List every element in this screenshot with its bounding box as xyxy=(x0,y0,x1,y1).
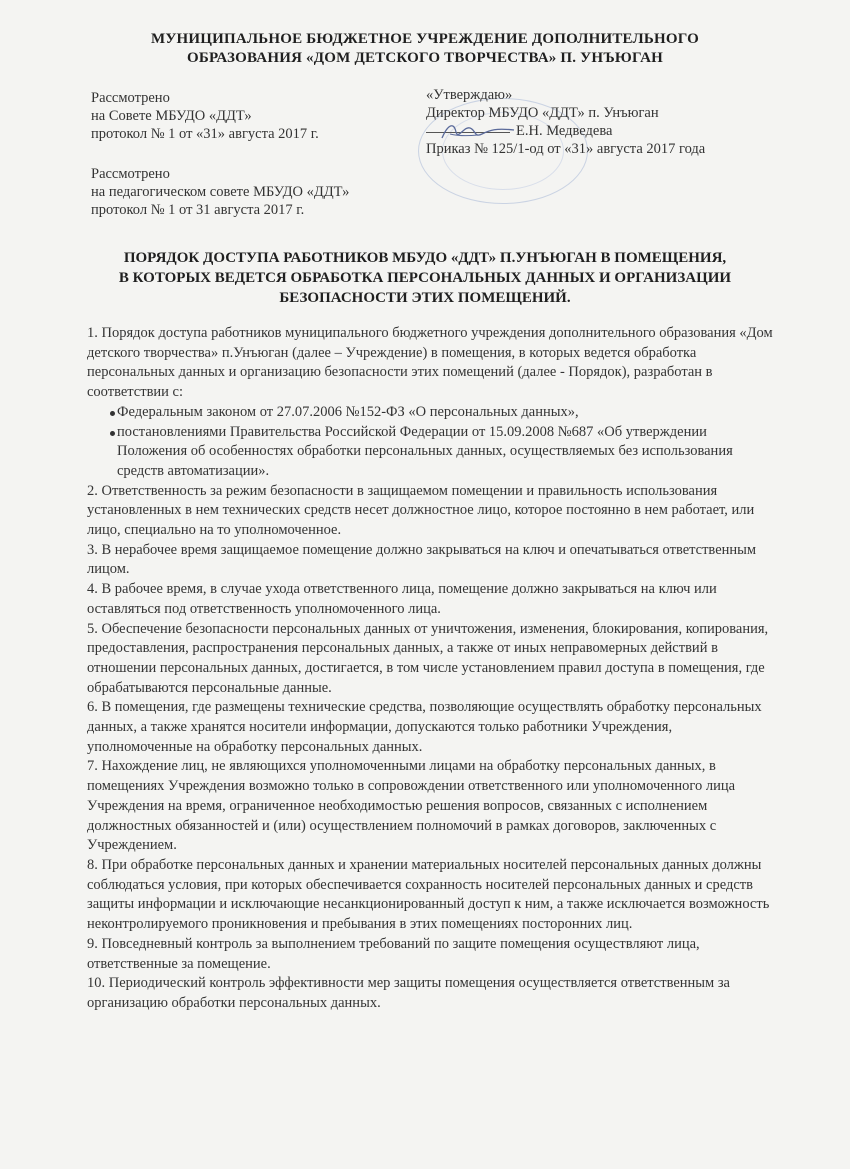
handwritten-signature xyxy=(438,118,518,144)
paragraph-8: 8. При обработке персональных данных и хранении материальных носителей персональных данных должны соблюдаться условия, при которых обеспечивается сохранность носителей персональных данных и средств защиты информации и исключающие несанкционированный доступ к ним, а также исключается возможность неконтролируемого проникновения и пребывания в этих помещениях посторонних лиц. xyxy=(87,856,770,933)
approve-label: «Утверждаю» xyxy=(426,87,513,103)
title-line-3: БЕЗОПАСНОСТИ ЭТИХ ПОМЕЩЕНИЙ. xyxy=(279,290,571,306)
title-line-1: ПОРЯДОК ДОСТУПА РАБОТНИКОВ МБУДО «ДДТ» П.УНЪЮГАН В ПОМЕЩЕНИЯ, xyxy=(123,250,727,266)
list-item-text: постановлениями Правительства Российской Федерации от 15.09.2008 №687 «Об утверждении Положения об особенностях обработки персональных данных, осуществляемых без использования средств автоматизации». xyxy=(117,423,733,479)
paragraph-6: 6. В помещения, где размещены технические средства, позволяющие осуществлять обработку персональных данных, а также хранятся носители информации, допускаются только работники Учреждения, уполномоченные на обработку персональных данных. xyxy=(87,699,762,755)
bullet-icon xyxy=(110,411,115,416)
list-item xyxy=(87,423,777,482)
legal-basis-list xyxy=(87,403,777,482)
director-title: Директор МБУДО «ДДТ» п. Унъюган xyxy=(426,105,659,121)
council-body: на Совете МБУДО «ДДТ» xyxy=(91,108,252,124)
list-item-text: Федеральным законом от 27.07.2006 №152-ФЗ «О персональных данных», xyxy=(117,403,579,420)
paragraph-10: 10. Периодический контроль эффективности мер защиты помещения осуществляется ответственным за организацию обработки персональных данных. xyxy=(87,975,730,1011)
pedagogical-protocol: протокол № 1 от 31 августа 2017 г. xyxy=(91,202,305,218)
paragraph-2: 2. Ответственность за режим безопасности в защищаемом помещении и правильность использования установленных в нем технических средств несет должностное лицо, которое постоянно в нем работает, или лицо, специально на то уполномоченное. xyxy=(87,482,755,539)
director-order: Приказ № 125/1-од от «31» августа 2017 года xyxy=(426,141,706,157)
organization-header xyxy=(60,30,790,68)
council-protocol: протокол № 1 от «31» августа 2017 г. xyxy=(91,126,319,142)
council-label: Рассмотрено xyxy=(91,90,170,106)
director-name: Е.Н. Медведева xyxy=(516,123,613,139)
org-line-2: ОБРАЗОВАНИЯ «ДОМ ДЕТСКОГО ТВОРЧЕСТВА» П. УНЪЮГАН xyxy=(186,50,664,66)
paragraph-5: 5. Обеспечение безопасности персональных данных от уничтожения, изменения, блокирования, копирования, предоставления, распространения персональных данных, а также от иных неправомерных действий в отношении персональных данных, достигается, в том числе установлением правил доступа в помещения, где обрабатываются персональные данные. xyxy=(87,620,769,696)
paragraph-9: 9. Повседневный контроль за выполнением требований по защите помещения осуществляют лица, ответственные за помещение. xyxy=(87,935,700,972)
list-item xyxy=(87,403,777,423)
document-title xyxy=(40,248,810,308)
pedagogical-label: Рассмотрено xyxy=(91,166,170,182)
council-approval xyxy=(91,89,319,143)
document-body xyxy=(87,324,777,1014)
title-line-2: В КОТОРЫХ ВЕДЕТСЯ ОБРАБОТКА ПЕРСОНАЛЬНЫХ ДАННЫХ И ОРГАНИЗАЦИИ xyxy=(118,270,732,286)
paragraph-3: 3. В нерабочее время защищаемое помещение должно закрываться на ключ и опечатываться ответственным лицом. xyxy=(87,541,757,578)
org-line-1: МУНИЦИПАЛЬНОЕ БЮДЖЕТНОЕ УЧРЕЖДЕНИЕ ДОПОЛНИТЕЛЬНОГО xyxy=(150,31,700,47)
bullet-icon xyxy=(110,431,115,436)
paragraph-7: 7. Нахождение лиц, не являющихся уполномоченными лицами на обработку персональных данных, в помещениях Учреждения возможно только в сопровождении ответственного или уполномоченного лица Учреждения на время, ограниченное необходимостью решения вопросов, связанных с исполнением должностных обязанностей и (или) осуществлением полномочий в рамках договоров, заключенных с Учреждением. xyxy=(87,758,736,854)
paragraph-1: 1. Порядок доступа работников муниципального бюджетного учреждения дополнительного образования «Дом детского творчества» п.Унъюган (далее – Учреждение) в помещения, в которых ведется обработка персональных данных и организацию безопасности этих помещений (далее - Порядок), разработан в соответствии с: xyxy=(87,325,773,401)
pedagogical-approval xyxy=(91,165,349,219)
pedagogical-body: на педагогическом совете МБУДО «ДДТ» xyxy=(91,184,350,200)
paragraph-4: 4. В рабочее время, в случае ухода ответственного лица, помещение должно закрываться на ключ или оставляться под ответственность уполномоченного лица. xyxy=(87,581,717,617)
